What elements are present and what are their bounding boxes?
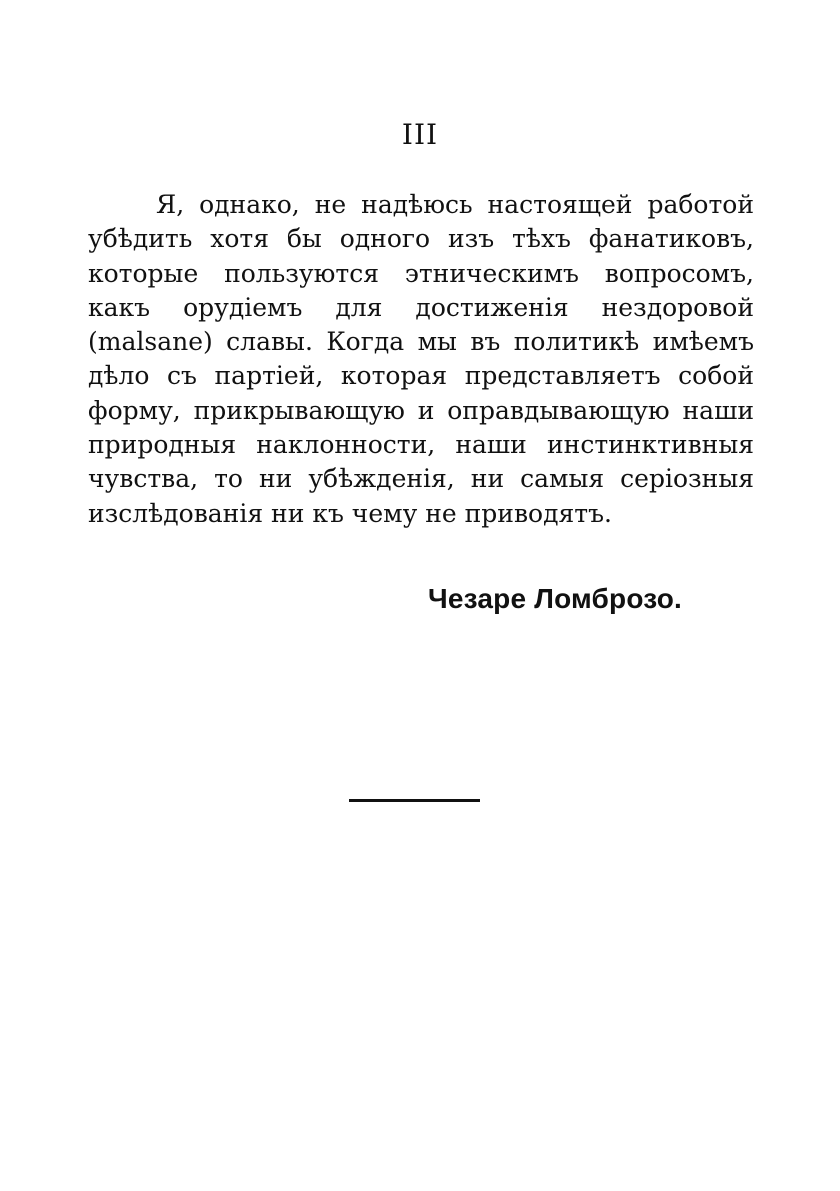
section-divider [349, 799, 480, 802]
author-signature: Чезаре Ломброзо. [428, 583, 682, 614]
page-number: III [401, 118, 439, 151]
body-paragraph: Я, однако, не надѣюсь настоящей работой убѣдить хотя бы одного изъ тѣхъ фанатиковъ, которые пользуются этническимъ вопросомъ, какъ орудіемъ для достиженія нездоровой (malsane) славы. Когда мы въ политикѣ имѣемъ дѣло съ партіей, которая представляетъ собой форму, прикрывающую и оправдывающую наши природныя наклонности, наши инстинктивныя чувства, то ни убѣжденія, ни самыя серіозныя изслѣдованія ни къ чему не приводятъ. [88, 190, 754, 528]
